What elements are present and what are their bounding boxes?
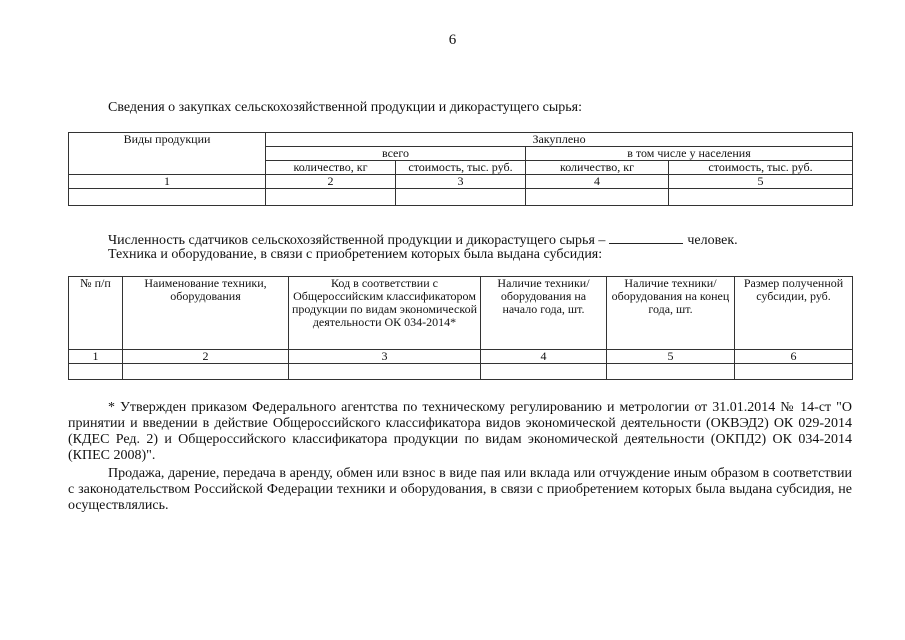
column-number: 4 [481, 350, 607, 364]
statement: Продажа, дарение, передача в аренду, обмен или взнос в виде пая или вклада или отчуждение иным образом в соответствии с законодательством Российской Федерации техники и оборудования, в связи с приобретением которых была выдана субсидия, не осуществлялись. [68, 466, 852, 513]
column-number: 3 [289, 350, 481, 364]
equipment-table [68, 276, 853, 380]
header-total: всего [266, 147, 526, 161]
section2-title: Техника и оборудование, в связи с приобретением которых была выдана субсидия: [108, 247, 603, 262]
header-qty: количество, кг [266, 161, 396, 175]
header-qty-population: количество, кг [526, 161, 669, 175]
empty-cell [526, 189, 669, 206]
empty-cell [607, 364, 735, 380]
suppliers-unit: человек. [687, 233, 738, 248]
section1-title: Сведения о закупках сельскохозяйственной продукции и дикорастущего сырья: [108, 100, 582, 115]
column-number: 1 [69, 175, 266, 189]
column-number: 3 [396, 175, 526, 189]
empty-cell [735, 364, 853, 380]
empty-cell [289, 364, 481, 380]
header-incl-population: в том числе у населения [526, 147, 853, 161]
empty-cell [123, 364, 289, 380]
empty-cell [481, 364, 607, 380]
header-cost-population: стоимость, тыс. руб. [669, 161, 853, 175]
header-classifier-code: Код в соответствии с Общероссийским классификатором продукции по видам экономической деятельности ОК 034-2014* [289, 277, 481, 350]
column-number: 4 [526, 175, 669, 189]
column-number: 2 [266, 175, 396, 189]
header-equipment-name: Наименование техники, оборудования [123, 277, 289, 350]
empty-cell [669, 189, 853, 206]
header-cost: стоимость, тыс. руб. [396, 161, 526, 175]
empty-cell [396, 189, 526, 206]
header-purchased: Закуплено [266, 133, 853, 147]
column-number: 2 [123, 350, 289, 364]
footnote: * Утвержден приказом Федерального агентства по техническому регулированию и метрологии от 31.01.2014 № 14-ст "О принятии и введении в действие Общероссийского классификатора видов экономической деятельности (ОКВЭД2) ОК 029-2014 (КДЕС Ред. 2) и Общероссийского классификатора продукции по видам экономической деятельности (ОКПД2) ОК 034-2014 (КПЕС 2008)". [68, 400, 852, 463]
header-subsidy: Размер полученной субсидии, руб. [735, 277, 853, 350]
suppliers-text: Численность сдатчиков сельскохозяйственной продукции и дикорастущего сырья – [108, 233, 606, 248]
empty-cell [69, 189, 266, 206]
purchases-table [68, 132, 853, 206]
header-start-count: Наличие техники/ оборудования на начало года, шт. [481, 277, 607, 350]
column-number: 6 [735, 350, 853, 364]
column-number: 1 [69, 350, 123, 364]
header-end-count: Наличие техники/ оборудования на конец года, шт. [607, 277, 735, 350]
header-number: № п/п [69, 277, 123, 350]
suppliers-blank [609, 232, 683, 244]
page-number: 6 [448, 32, 457, 48]
column-number: 5 [669, 175, 853, 189]
empty-cell [266, 189, 396, 206]
column-number: 5 [607, 350, 735, 364]
empty-cell [69, 364, 123, 380]
header-products: Виды продукции [69, 133, 266, 175]
